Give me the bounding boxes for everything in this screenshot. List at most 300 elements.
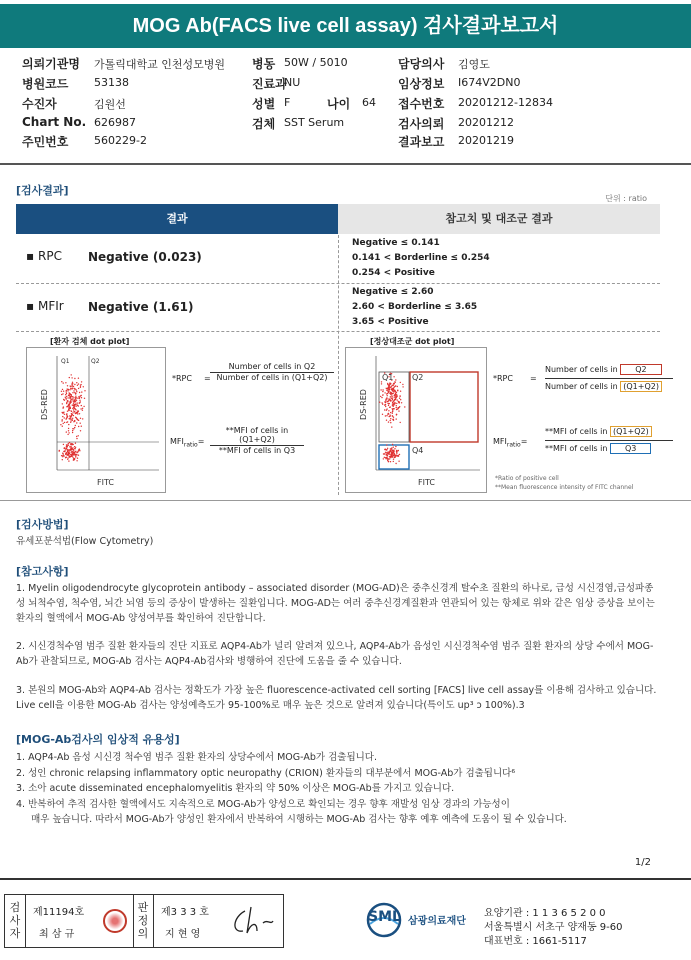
scatter-dot (75, 413, 76, 414)
scatter-dot (72, 447, 73, 448)
scatter-dot (392, 393, 393, 394)
scatter-dot (398, 408, 399, 409)
scatter-dot (396, 451, 397, 452)
list-item: 1. AQP4-Ab 음성 시신경 척수염 범주 질환 환자의 상당수에서 MOG-Ab가 검출됩니다. (16, 752, 377, 763)
scatter-dot (387, 391, 388, 392)
ctrl-mfi-denominator (545, 443, 651, 454)
scatter-dot (75, 455, 76, 456)
scatter-dot (72, 385, 73, 386)
scatter-dot (71, 394, 72, 395)
scatter-dot (71, 377, 72, 378)
scatter-dot (69, 442, 70, 443)
col-reference: 참고치 및 대조군 결과 (338, 204, 660, 234)
divider (0, 163, 691, 165)
patient-info (22, 55, 672, 155)
scatter-dot (78, 378, 79, 379)
scatter-dot (396, 403, 397, 404)
scatter-dot (73, 452, 74, 453)
scatter-dot (61, 381, 62, 382)
scatter-dot (386, 449, 387, 450)
scatter-dot (62, 407, 63, 408)
scatter-dot (393, 459, 394, 460)
scatter-dot (394, 448, 395, 449)
examiner-label: 검사자 (9, 901, 21, 940)
scatter-dot (386, 420, 387, 421)
scatter-dot (402, 384, 403, 385)
scatter-dot (396, 409, 397, 410)
scatter-dot (384, 404, 385, 405)
scatter-dot (74, 401, 75, 402)
scatter-dot (390, 396, 391, 397)
scatter-dot (390, 400, 391, 401)
scatter-dot (66, 414, 67, 415)
scatter-dot (70, 422, 71, 423)
q2-label: Q2 (91, 358, 100, 365)
scatter-dot (395, 394, 396, 395)
scatter-dot (76, 422, 77, 423)
scatter-dot (388, 413, 389, 414)
scatter-dot (74, 407, 75, 408)
scatter-dot (81, 405, 82, 406)
fraction-line (545, 378, 673, 379)
scatter-dot (386, 415, 387, 416)
bullet-icon: ▪ (26, 249, 35, 263)
scatter-dot (394, 453, 395, 454)
scatter-dot (66, 403, 67, 404)
scatter-dot (70, 450, 71, 451)
scatter-dot (76, 452, 77, 453)
scatter-dot (72, 432, 73, 433)
q2-box: Q2 (620, 364, 661, 375)
scatter-dot (71, 411, 72, 412)
scatter-dot (395, 382, 396, 383)
scatter-dot (388, 384, 389, 385)
scatter-dot (76, 438, 77, 439)
scatter-dot (81, 397, 82, 398)
control-plot-title: [정상대조군 dot plot] (370, 337, 455, 346)
scatter-dot (69, 377, 70, 378)
scatter-dot (71, 374, 72, 375)
scatter-dot (66, 444, 67, 445)
clinical-use-list (16, 750, 666, 828)
scatter-dot (380, 396, 381, 397)
scatter-dot (387, 460, 388, 461)
scatter-dot (63, 382, 64, 383)
scatter-dot (382, 404, 383, 405)
report-value: 20201219 (458, 134, 514, 147)
org-address: 서울특별시 서초구 양재동 9-60 (484, 922, 623, 933)
patient-dot-plot (26, 347, 166, 493)
ctrl-mfi-num-text: **MFI of cells in (545, 427, 608, 436)
scatter-dot (75, 417, 76, 418)
scatter-dot (72, 430, 73, 431)
scatter-dot (68, 460, 69, 461)
results-heading: [검사결과] (16, 184, 69, 197)
scatter-dot (390, 393, 391, 394)
specimen-label: 검체 (252, 117, 276, 131)
scatter-dot (76, 436, 77, 437)
scatter-dot (400, 399, 401, 400)
rpc-name: RPC (38, 249, 62, 263)
scatter-dot (78, 426, 79, 427)
scatter-dot (392, 396, 393, 397)
scatter-dot (75, 404, 76, 405)
ctrl-rpc-denominator (545, 381, 662, 392)
scatter-dot (385, 452, 386, 453)
scatter-dot (392, 404, 393, 405)
mfir-value: Negative (1.61) (88, 300, 194, 314)
rpc-reference (352, 236, 490, 281)
scatter-dot (395, 455, 396, 456)
ctrl-rpc-den-text: Number of cells in (545, 382, 618, 391)
mfi-numerator: **MFI of cells in (Q1+Q2) (210, 426, 304, 446)
scatter-dot (73, 411, 74, 412)
ref-line: 0.141 < Borderline ≤ 0.254 (352, 253, 490, 263)
scatter-dot (392, 416, 393, 417)
scatter-dot (73, 428, 74, 429)
ctrl-mfi-den-text: **MFI of cells in (545, 444, 608, 453)
scatter-dot (388, 453, 389, 454)
scatter-dot (402, 386, 403, 387)
scatter-dot (67, 385, 68, 386)
scatter-dot (391, 447, 392, 448)
scatter-dot (390, 461, 391, 462)
scatter-dot (399, 398, 400, 399)
mfi-fraction (210, 426, 304, 455)
scatter-dot (62, 459, 63, 460)
scatter-dot (387, 452, 388, 453)
scatter-dot (383, 453, 384, 454)
q1-label: Q1 (382, 373, 394, 382)
scatter-dot (84, 398, 85, 399)
scatter-dot (392, 457, 393, 458)
scatter-dot (69, 446, 70, 447)
sex-value: F (284, 96, 291, 109)
scatter-dot (382, 389, 383, 390)
scatter-dot (385, 400, 386, 401)
scatter-dot (82, 408, 83, 409)
scatter-dot (61, 420, 62, 421)
scatter-dot (396, 418, 397, 419)
scatter-dot (386, 410, 387, 411)
scatter-dot (78, 455, 79, 456)
scatter-dot (63, 391, 64, 392)
scatter-dot (397, 390, 398, 391)
ward-value: 50W / 5010 (284, 56, 348, 69)
scatter-dot (68, 443, 69, 444)
scatter-dot (384, 401, 385, 402)
list-item: 3. 소아 acute disseminated encephalomyelitis 환자의 약 50% 이상은 MOG-Ab를 가지고 있습니다. (16, 783, 455, 794)
scatter-dot (388, 400, 389, 401)
scatter-dot (388, 421, 389, 422)
scatter-dot (74, 420, 75, 421)
dept-value: NU (284, 76, 301, 89)
scatter-dot (61, 394, 62, 395)
scatter-dot (384, 449, 385, 450)
clinical-label: 임상정보 (398, 77, 445, 91)
scatter-dot (390, 451, 391, 452)
mfi-label: MFI (493, 437, 507, 446)
q2-label: Q2 (412, 373, 424, 382)
report-title: MOG Ab(FACS live cell assay) 검사결과보고서 (0, 4, 691, 48)
scatter-dot (381, 397, 382, 398)
specimen-value: SST Serum (284, 116, 345, 129)
column-divider (338, 235, 339, 495)
scatter-dot (70, 444, 71, 445)
scatter-dot (75, 456, 76, 457)
scatter-dot (79, 400, 80, 401)
scatter-dot (392, 408, 393, 409)
scatter-dot (69, 404, 70, 405)
scatter-dot (67, 434, 68, 435)
scatter-dot (392, 399, 393, 400)
scatter-dot (80, 430, 81, 431)
scatter-dot (391, 398, 392, 399)
scatter-dot (68, 452, 69, 453)
scatter-dot (389, 416, 390, 417)
scatter-dot (65, 382, 66, 383)
scatter-dot (78, 411, 79, 412)
scatter-dot (390, 387, 391, 388)
request-label: 검사의뢰 (398, 117, 445, 131)
scatter-dot (72, 398, 73, 399)
footnote-1: *Ratio of positive cell (495, 475, 559, 482)
ssn-value: 560229-2 (94, 134, 147, 147)
scatter-dot (78, 383, 79, 384)
rpc-formula-label: *RPC (172, 374, 192, 383)
scatter-dot (384, 409, 385, 410)
scatter-dot (74, 378, 75, 379)
scatter-dot (393, 385, 394, 386)
scatter-dot (67, 397, 68, 398)
scatter-dot (387, 395, 388, 396)
scatter-dot (72, 388, 73, 389)
scatter-dot (75, 393, 76, 394)
scatter-dot (72, 383, 73, 384)
scatter-dot (395, 391, 396, 392)
scatter-dot (80, 395, 81, 396)
scatter-dot (80, 387, 81, 388)
scatter-dot (385, 458, 386, 459)
scatter-dot (398, 461, 399, 462)
scatter-dot (389, 458, 390, 459)
scatter-dot (69, 389, 70, 390)
scatter-dot (62, 456, 63, 457)
scatter-dot (392, 413, 393, 414)
scatter-dot (75, 451, 76, 452)
q4-label: Q4 (412, 446, 424, 455)
scatter-dot (67, 451, 68, 452)
scatter-dot (390, 418, 391, 419)
scatter-dot (62, 389, 63, 390)
rpc-fraction (210, 362, 334, 382)
chart-value: 626987 (94, 116, 136, 129)
scatter-dot (65, 398, 66, 399)
scatter-dot (80, 408, 81, 409)
scatter-dot (63, 423, 64, 424)
scatter-dot (82, 418, 83, 419)
scatter-dot (390, 412, 391, 413)
scatter-dot (68, 409, 69, 410)
sex-label: 성별 (252, 97, 276, 111)
scatter-dot (61, 391, 62, 392)
control-dot-plot (345, 347, 487, 493)
scatter-dot (67, 411, 68, 412)
scatter-dot (392, 411, 393, 412)
scatter-dot (73, 415, 74, 416)
scatter-dot (66, 431, 67, 432)
clinical-value: I674V2DN0 (458, 76, 521, 89)
mfi-denominator: **MFI of cells in Q3 (218, 446, 296, 455)
scatter-dot (71, 396, 72, 397)
mfi-label: MFI (170, 437, 184, 446)
scatter-dot (393, 447, 394, 448)
scatter-dot (71, 446, 72, 447)
scatter-dot (75, 443, 76, 444)
scatter-dot (70, 420, 71, 421)
scatter-dot (80, 401, 81, 402)
scatter-dot (67, 459, 68, 460)
list-item: 매우 높습니다. 따라서 MOG-Ab가 양성인 환자에서 반복하여 시행하는 MOG-Ab 검사는 향후 예후 예측에 도움이 될 수 있습니다. (16, 814, 567, 825)
examiner-name: 최 삼 규 (39, 929, 75, 940)
scatter-dot (74, 427, 75, 428)
scatter-dot (379, 402, 380, 403)
scatter-dot (64, 422, 65, 423)
patient-plot-title: [환자 검체 dot plot] (50, 337, 130, 346)
q12-box: (Q1+Q2) (610, 426, 652, 437)
ctrl-rpc-numerator (545, 364, 662, 375)
unit-label: 단위 : ratio (605, 194, 647, 203)
scatter-dot (66, 396, 67, 397)
ref-line: 3.65 < Positive (352, 317, 429, 327)
scatter-dot (77, 458, 78, 459)
receipt-value: 20201212-12834 (458, 96, 553, 109)
scatter-dot (70, 386, 71, 387)
scatter-dot (81, 426, 82, 427)
rpc-value: Negative (0.023) (88, 250, 202, 264)
scatter-dot (393, 461, 394, 462)
ctrl-mfi-numerator (545, 426, 652, 437)
scatter-dot (396, 452, 397, 453)
scatter-dot (399, 396, 400, 397)
scatter-dot (381, 402, 382, 403)
scatter-dot (398, 450, 399, 451)
scatter-dot (75, 406, 76, 407)
scatter-dot (380, 389, 381, 390)
scatter-dot (69, 408, 70, 409)
scatter-dot (67, 450, 68, 451)
institution-value: 가톨릭대학교 인천성모병원 (94, 58, 226, 71)
scatter-dot (78, 405, 79, 406)
page-number: 1/2 (634, 857, 651, 868)
scatter-dot (64, 417, 65, 418)
scatter-dot (399, 454, 400, 455)
q3-box: Q3 (610, 443, 651, 454)
scatter-dot (74, 399, 75, 400)
scatter-dot (394, 397, 395, 398)
scatter-dot (75, 425, 76, 426)
q12-box: (Q1+Q2) (620, 381, 662, 392)
org-name: 삼광의료재단 (408, 916, 466, 927)
scatter-dot (391, 389, 392, 390)
scatter-dot (79, 392, 80, 393)
scatter-dot (74, 389, 75, 390)
scatter-dot (68, 428, 69, 429)
scatter-dot (83, 406, 84, 407)
signature-box (4, 894, 284, 948)
scatter-dot (72, 414, 73, 415)
scatter-dot (400, 422, 401, 423)
ctrl-mfi-label: $MFI_{ratio}=$ (493, 437, 528, 449)
chart-label: Chart No. (22, 115, 87, 129)
scatter-dot (77, 419, 78, 420)
scatter-dot (65, 394, 66, 395)
scatter-dot (77, 412, 78, 413)
scatter-dot (385, 406, 386, 407)
footnote-2: **Mean fluorescence intensity of FITC channel (495, 484, 634, 491)
org-phone: 대표번호 : 1661-5117 (484, 936, 587, 947)
scatter-dot (384, 453, 385, 454)
scatter-dot (76, 397, 77, 398)
scatter-dot (392, 444, 393, 445)
rpc-denominator: Number of cells in (Q1+Q2) (216, 373, 328, 382)
scatter-dot (396, 450, 397, 451)
scatter-dot (62, 393, 63, 394)
scatter-dot (73, 403, 74, 404)
scatter-dot (82, 410, 83, 411)
scatter-dot (397, 386, 398, 387)
bullet-icon: ▪ (26, 299, 35, 313)
scatter-dot (80, 423, 81, 424)
scatter-dot (78, 388, 79, 389)
scatter-dot (63, 444, 64, 445)
scatter-dot (72, 392, 73, 393)
scatter-dot (75, 401, 76, 402)
hospital-code-value: 53138 (94, 76, 129, 89)
scatter-dot (64, 450, 65, 451)
scatter-dot (75, 448, 76, 449)
scatter-dot (68, 432, 69, 433)
examiner-no: 제11194호 (33, 907, 85, 918)
scatter-dot (398, 410, 399, 411)
scatter-dot (70, 400, 71, 401)
scatter-dot (67, 389, 68, 390)
scatter-dot (81, 391, 82, 392)
scatter-dot (62, 453, 63, 454)
scatter-dot (80, 385, 81, 386)
mfi-formula-label: $MFI_{ratio}=$ (170, 437, 205, 449)
scatter-dot (76, 389, 77, 390)
ref-line: 2.60 < Borderline ≤ 3.65 (352, 302, 478, 312)
scatter-dot (66, 406, 67, 407)
ref-line: Negative ≤ 2.60 (352, 287, 434, 297)
scatter-dot (393, 417, 394, 418)
request-value: 20201212 (458, 116, 514, 129)
scatter-dot (76, 391, 77, 392)
scatter-dot (73, 450, 74, 451)
ctrl-rpc-num-text: Number of cells in (545, 365, 618, 374)
scatter-dot (66, 391, 67, 392)
control-scatter (346, 348, 486, 492)
x-axis-label: FITC (418, 478, 435, 487)
report-label: 결과보고 (398, 135, 445, 149)
scatter-dot (68, 424, 69, 425)
scatter-dot (62, 413, 63, 414)
logo-text: SML (368, 909, 401, 925)
scatter-dot (389, 384, 390, 385)
scatter-dot (393, 388, 394, 389)
scatter-dot (78, 420, 79, 421)
